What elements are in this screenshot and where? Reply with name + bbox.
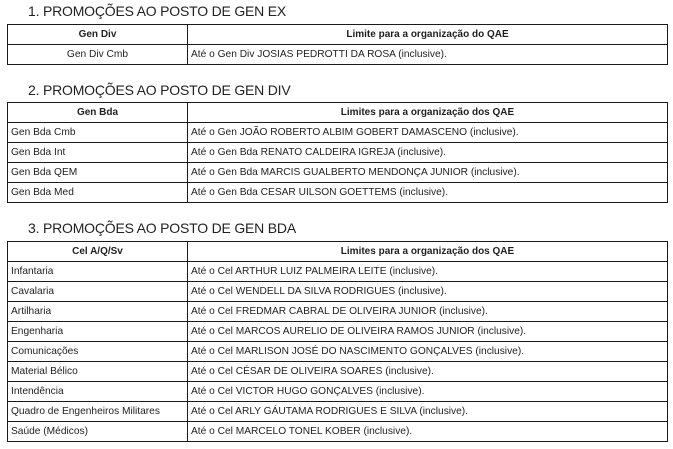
row-limit: Até o Cel CÉSAR DE OLIVEIRA SOARES (inclusive).	[188, 362, 668, 382]
row-limit: Até o Cel MARLISON JOSÉ DO NASCIMENTO GONÇALVES (inclusive).	[188, 342, 668, 362]
row-label: Engenharia	[8, 322, 188, 342]
table-row	[8, 123, 668, 143]
row-limit: Até o Cel ARLY GÁUTAMA RODRIGUES E SILVA (inclusive).	[188, 402, 668, 422]
row-label: Saúde (Médicos)	[8, 422, 188, 442]
row-label: Comunicações	[8, 342, 188, 362]
row-label: Gen Bda Cmb	[8, 123, 188, 143]
row-limit: Até o Cel ARTHUR LUIZ PALMEIRA LEITE (inclusive).	[188, 262, 668, 282]
row-limit: Até o Cel WENDELL DA SILVA RODRIGUES (inclusive).	[188, 282, 668, 302]
column-header: Limite para a organização do QAE	[188, 25, 668, 45]
row-limit: Até o Cel MARCOS AURELIO DE OLIVEIRA RAMOS JUNIOR (inclusive).	[188, 322, 668, 342]
section-3-table	[7, 241, 668, 442]
column-header: Limites para a organização dos QAE	[188, 103, 668, 123]
column-header: Limites para a organização dos QAE	[188, 242, 668, 262]
row-label: Cavalaria	[8, 282, 188, 302]
row-limit: Até o Gen Div JOSIAS PEDROTTI DA ROSA (inclusive).	[188, 45, 668, 65]
table-row	[8, 402, 668, 422]
table-row	[8, 183, 668, 203]
table-row	[8, 262, 668, 282]
row-limit: Até o Gen Bda MARCIS GUALBERTO MENDONÇA JUNIOR (inclusive).	[188, 163, 668, 183]
table-header-row	[8, 103, 668, 123]
table-row	[8, 322, 668, 342]
table-header-row	[8, 25, 668, 45]
row-limit: Até o Gen JOÃO ROBERTO ALBIM GOBERT DAMASCENO (inclusive).	[188, 123, 668, 143]
table-row	[8, 282, 668, 302]
table-row	[8, 422, 668, 442]
row-label: Material Bélico	[8, 362, 188, 382]
column-header: Cel A/Q/Sv	[8, 242, 188, 262]
table-row	[8, 45, 668, 65]
row-limit: Até o Gen Bda RENATO CALDEIRA IGREJA (inclusive).	[188, 143, 668, 163]
column-header: Gen Bda	[8, 103, 188, 123]
section-2-table	[7, 102, 668, 203]
section-3-title: 3. PROMOÇÕES AO POSTO DE GEN BDA	[28, 220, 296, 236]
table-row	[8, 362, 668, 382]
row-label: Infantaria	[8, 262, 188, 282]
row-limit: Até o Cel VICTOR HUGO GONÇALVES (inclusive).	[188, 382, 668, 402]
row-label: Artilharia	[8, 302, 188, 322]
table-row	[8, 143, 668, 163]
table-row	[8, 163, 668, 183]
row-label: Quadro de Engenheiros Militares	[8, 402, 188, 422]
table-row	[8, 342, 668, 362]
row-label: Gen Bda Int	[8, 143, 188, 163]
row-limit: Até o Cel FREDMAR CABRAL DE OLIVEIRA JUNIOR (inclusive).	[188, 302, 668, 322]
table-header-row	[8, 242, 668, 262]
section-1-table	[7, 24, 668, 65]
row-limit: Até o Cel MARCELO TONEL KOBER (inclusive).	[188, 422, 668, 442]
column-header: Gen Div	[8, 25, 188, 45]
row-label: Gen Bda QEM	[8, 163, 188, 183]
row-label: Gen Div Cmb	[8, 45, 188, 65]
row-label: Intendência	[8, 382, 188, 402]
row-limit: Até o Gen Bda CESAR UILSON GOETTEMS (inclusive).	[188, 183, 668, 203]
table-row	[8, 302, 668, 322]
table-row	[8, 382, 668, 402]
section-1-title: 1. PROMOÇÕES AO POSTO DE GEN EX	[28, 3, 287, 19]
section-2-title: 2. PROMOÇÕES AO POSTO DE GEN DIV	[28, 82, 291, 98]
row-label: Gen Bda Med	[8, 183, 188, 203]
